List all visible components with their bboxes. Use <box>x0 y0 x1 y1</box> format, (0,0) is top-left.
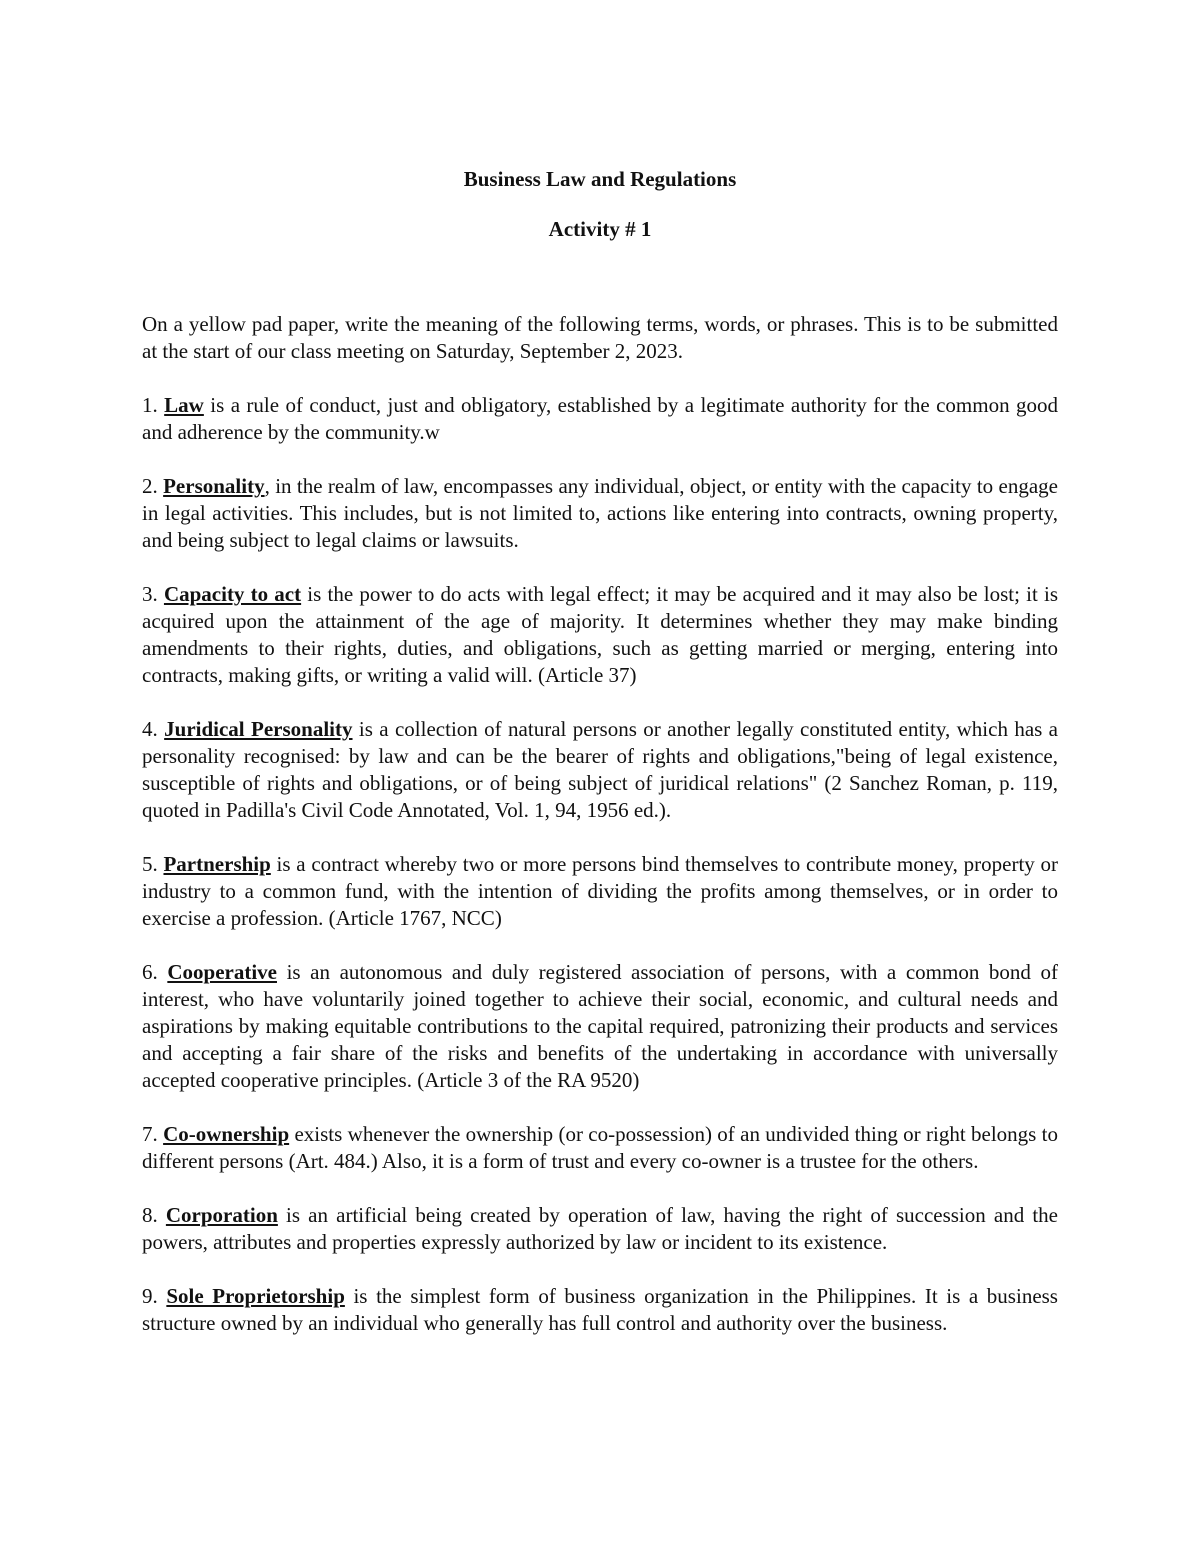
term-label: Partnership <box>163 852 271 876</box>
definition-item-sole-proprietorship <box>142 1283 1058 1337</box>
item-number: 5. <box>142 852 158 876</box>
definition-item-cooperative <box>142 959 1058 1094</box>
definition-text: is a collection of natural persons or another legally constituted entity, which has a personality recognised: by law and can be the bearer of rights and obligations,"being of legal existence, susceptible of rights and obligations, or of being subject of juridical relations" (2 Sanchez Roman, p. 119, quoted in Padilla's Civil Code Annotated, Vol. 1, 94, 1956 ed.). <box>142 717 1059 822</box>
item-number: 3. <box>142 582 158 606</box>
definition-text: is an autonomous and duly registered association of persons, with a common bond of interest, who have voluntarily joined together to achieve their social, economic, and cultural needs and aspirations by making equitable contributions to the capital required, patronizing their products and services and accepting a fair share of the risks and benefits of the undertaking in accordance with universally accepted cooperative principles. (Article 3 of the RA 9520) <box>142 960 1059 1092</box>
item-number: 8. <box>142 1203 158 1227</box>
definition-item-partnership <box>142 851 1058 932</box>
definition-text: , in the realm of law, encompasses any individual, object, or entity with the capacity to engage in legal activities. This includes, but is not limited to, actions like entering into contracts, owning property, and being subject to legal claims or lawsuits. <box>142 474 1058 552</box>
term-label: Sole Proprietorship <box>166 1284 345 1308</box>
definition-text: is the power to do acts with legal effect; it may be acquired and it may also be lost; it is acquired upon the attainment of the age of majority. It determines whether they may make binding amendments to their rights, duties, and obligations, such as getting married or merging, entering into contracts, making gifts, or writing a valid will. (Article 37) <box>142 582 1059 687</box>
term-label: Juridical Personality <box>164 717 353 741</box>
term-label: Law <box>164 393 204 417</box>
definition-item-personality <box>142 473 1058 554</box>
document-subtitle: Activity # 1 <box>548 217 652 241</box>
definition-item-corporation <box>142 1202 1058 1256</box>
term-label: Capacity to act <box>163 582 302 606</box>
term-label: Personality <box>163 474 265 498</box>
item-number: 9. <box>142 1284 158 1308</box>
document-title: Business Law and Regulations <box>463 167 737 191</box>
item-number: 2. <box>142 474 158 498</box>
definition-text: is the simplest form of business organization in the Philippines. It is a business structure owned by an individual who generally has full control and authority over the business. <box>142 1284 1058 1335</box>
term-label: Cooperative <box>167 960 277 984</box>
item-number: 7. <box>142 1122 158 1146</box>
definition-text: is a rule of conduct, just and obligatory, established by a legitimate authority for the common good and adherence by the community.w <box>142 393 1059 444</box>
definition-text: exists whenever the ownership (or co-possession) of an undivided thing or right belongs to different persons (Art. 484.) Also, it is a form of trust and every co-owner is a trustee for the others. <box>142 1122 1059 1173</box>
item-number: 4. <box>142 717 158 741</box>
definition-item-capacity-to-act <box>142 581 1058 689</box>
item-number: 1. <box>142 393 158 417</box>
definition-item-law <box>142 392 1058 446</box>
term-label: Corporation <box>165 1203 278 1227</box>
item-number: 6. <box>142 960 158 984</box>
term-label: Co-ownership <box>163 1122 290 1146</box>
instructions-paragraph: On a yellow pad paper, write the meaning of the following terms, words, or phrases. This is to be submitted at the start of our class meeting on Saturday, September 2, 2023. <box>142 312 1058 363</box>
definition-text: is a contract whereby two or more persons bind themselves to contribute money, property or industry to a common fund, with the intention of dividing the profits among themselves, or in order to exercise a profession. (Article 1767, NCC) <box>142 852 1059 930</box>
definition-item-juridical-personality <box>142 716 1058 824</box>
definition-item-co-ownership <box>142 1121 1058 1175</box>
document-page <box>142 164 1058 1337</box>
definition-text: is an artificial being created by operation of law, having the right of succession and the powers, attributes and properties expressly authorized by law or incident to its existence. <box>142 1203 1059 1254</box>
